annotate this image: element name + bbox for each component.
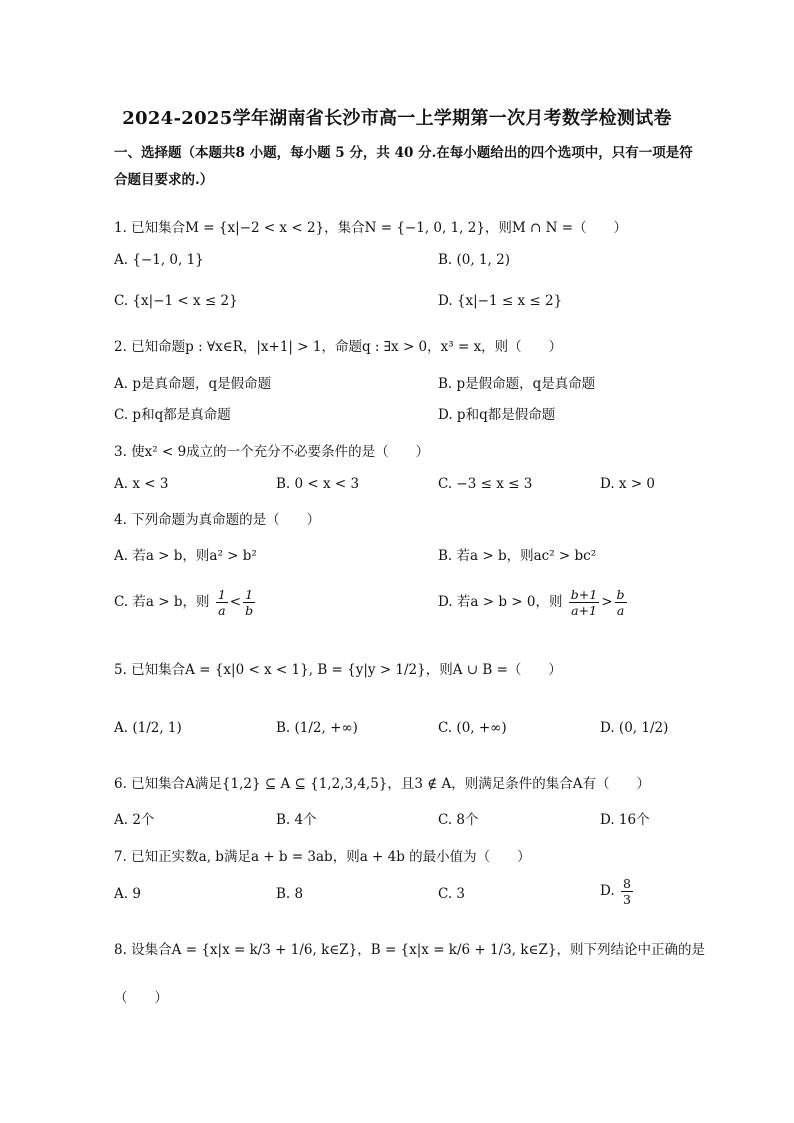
question-7-stem: 7. 已知正实数a, b满足a + b = 3ab，则a + 4b 的最小值为（ ）	[114, 849, 531, 865]
section-heading: 一、选择题（本题共8 小题，每小题 5 分，共 40 分.在每小题给出的四个选项中，只有一项是符合题目要求的.）	[114, 145, 693, 188]
q4-option-a: A. 若a > b，则a² > b²	[114, 548, 257, 564]
q4-option-c-text: C. 若a > b，则	[114, 594, 210, 610]
question-6-stem: 6. 已知集合A满足{1,2} ⊆ A ⊆ {1,2,3,4,5}，且3 ∉ A，则满足条件的集合A有（ ）	[114, 776, 651, 792]
q7-option-d-label: D.	[600, 883, 615, 899]
question-2-stem: 2. 已知命题p : ∀x∈R，|x+1| > 1，命题q : ∃x > 0，x³ = x，则（ ）	[114, 339, 563, 355]
page-title: 2024-2025学年湖南省长沙市高一上学期第一次月考数学检测试卷	[122, 108, 672, 129]
q6-option-c: C. 8个	[438, 812, 479, 828]
question-3-stem: 3. 使x² < 9成立的一个充分不必要条件的是（ ）	[114, 444, 430, 460]
q7-option-a: A. 9	[114, 886, 141, 902]
q3-option-c: C. −3 ≤ x ≤ 3	[438, 476, 533, 492]
q2-option-b: B. p是假命题，q是真命题	[438, 376, 596, 392]
q5-option-d: D. (0, 1/2)	[600, 720, 669, 736]
q1-option-c: C. {x|−1 < x ≤ 2}	[114, 293, 238, 309]
q6-option-a: A. 2个	[114, 812, 155, 828]
q2-option-c: C. p和q都是真命题	[114, 407, 231, 423]
q1-option-d: D. {x|−1 ≤ x ≤ 2}	[438, 293, 563, 309]
fraction-b-over-a: $\frac{b}{a}$	[616, 587, 625, 618]
q4-option-d-text: D. 若a > b > 0，则	[438, 594, 563, 610]
q5-option-c: C. (0, +∞)	[438, 720, 507, 736]
q7-option-d	[600, 876, 635, 907]
question-4-stem: 4. 下列命题为真命题的是（ ）	[114, 512, 321, 528]
q2-option-a: A. p是真命题，q是假命题	[114, 376, 272, 392]
question-8-stem: 8. 设集合A = {x|x = k/3 + 1/6, k∈Z}，B = {x|x = k/6 + 1/3, k∈Z}，则下列结论中正确的是	[114, 942, 705, 958]
q4-option-b: B. 若a > b，则ac² > bc²	[438, 548, 597, 564]
q7-option-c: C. 3	[438, 886, 466, 902]
fraction-8-over-3: $\frac{8}{3}$	[622, 876, 631, 907]
question-5-stem: 5. 已知集合A = {x|0 < x < 1}, B = {y|y > 1/2}，则A ∪ B =（ ）	[114, 662, 562, 678]
q5-option-b: B. (1/2, +∞)	[276, 720, 358, 736]
fraction-b1-over-a1: $\frac{b+1}{a+1}$	[570, 587, 598, 618]
q5-option-a: A. (1/2, 1)	[114, 720, 182, 736]
fraction-1-over-b: $\frac{1}{b}$	[245, 587, 254, 618]
q6-option-b: B. 4个	[276, 812, 317, 828]
question-1-stem: 1. 已知集合M = {x|−2 < x < 2}，集合N = {−1, 0, 1, 2}，则M ∩ N =（ ）	[114, 220, 628, 236]
question-8-answer-blank: （ ）	[114, 990, 168, 1006]
q1-option-b: B. (0, 1, 2)	[438, 252, 510, 268]
q2-option-d: D. p和q都是假命题	[438, 407, 556, 423]
q4-option-d: D. 若a > b > 0，则 $\frac{b+1}{a+1}$ > $\frac{b}{a}$	[438, 587, 625, 618]
q3-option-d: D. x > 0	[600, 476, 656, 492]
q1-option-a: A. {−1, 0, 1}	[114, 252, 204, 268]
q6-option-d: D. 16个	[600, 812, 650, 828]
q7-option-b: B. 8	[276, 886, 304, 902]
fraction-1-over-a: $\frac{1}{a}$	[217, 587, 226, 618]
q3-option-b: B. 0 < x < 3	[276, 476, 360, 492]
q4-option-c: C. 若a > b，则 $\frac{1}{a}$ < $\frac{1}{b}$	[114, 587, 254, 618]
q3-option-a: A. x < 3	[114, 476, 169, 492]
